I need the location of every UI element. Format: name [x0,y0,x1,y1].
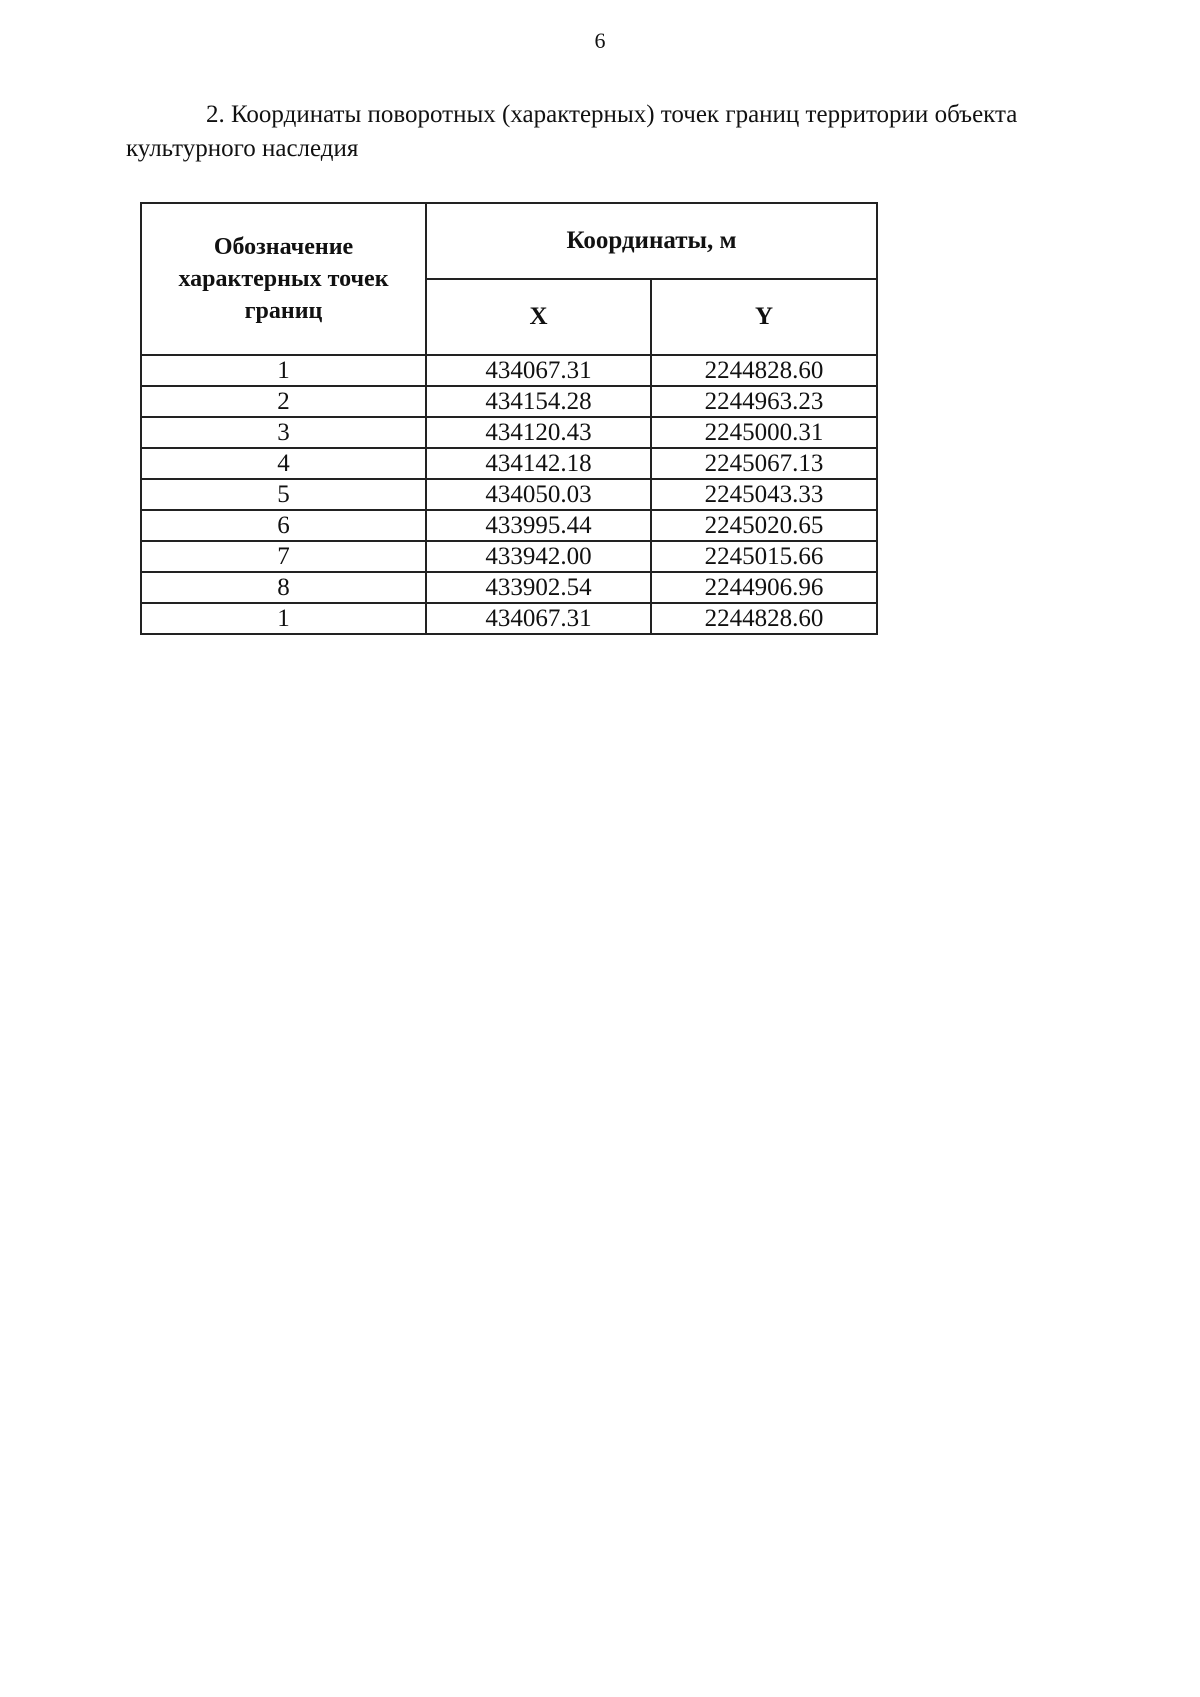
coordinates-table [140,202,878,635]
table-row [141,510,877,541]
header-y: Y [651,279,877,355]
y-cell: 2245000.31 [651,417,877,448]
section-heading: 2. Координаты поворотных (характерных) точек границ территории объекта культурного наследия [126,101,1018,162]
point-cell: 2 [141,386,426,417]
table-row [141,386,877,417]
y-cell: 2244828.60 [651,355,877,386]
table-row [141,603,877,634]
x-cell: 434067.31 [426,355,651,386]
table-row [141,417,877,448]
point-cell: 1 [141,355,426,386]
point-cell: 3 [141,417,426,448]
y-cell: 2244963.23 [651,386,877,417]
point-cell: 7 [141,541,426,572]
point-cell: 5 [141,479,426,510]
x-cell: 434067.31 [426,603,651,634]
header-coordinates: Координаты, м [426,203,877,279]
table-row [141,479,877,510]
table-row [141,448,877,479]
x-cell: 434050.03 [426,479,651,510]
table-row [141,541,877,572]
point-cell: 4 [141,448,426,479]
table-row [141,572,877,603]
x-cell: 434120.43 [426,417,651,448]
point-cell: 6 [141,510,426,541]
header-x: X [426,279,651,355]
table-row [141,355,877,386]
x-cell: 433942.00 [426,541,651,572]
page-number: 6 [594,28,606,53]
y-cell: 2245067.13 [651,448,877,479]
y-cell: 2244906.96 [651,572,877,603]
point-cell: 1 [141,603,426,634]
y-cell: 2245043.33 [651,479,877,510]
x-cell: 433995.44 [426,510,651,541]
y-cell: 2245015.66 [651,541,877,572]
x-cell: 433902.54 [426,572,651,603]
x-cell: 434154.28 [426,386,651,417]
header-point-label: Обозначение характерных точек границ [141,203,426,355]
point-cell: 8 [141,572,426,603]
y-cell: 2245020.65 [651,510,877,541]
y-cell: 2244828.60 [651,603,877,634]
x-cell: 434142.18 [426,448,651,479]
